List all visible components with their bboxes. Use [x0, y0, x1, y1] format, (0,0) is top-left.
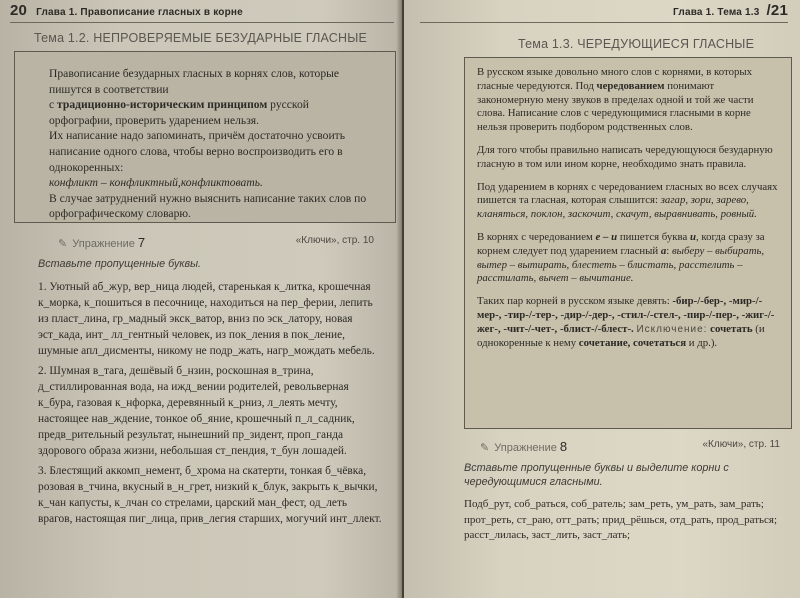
exception-end: и др.). [686, 336, 718, 349]
left-running-head [10, 0, 394, 23]
left-rule-box [14, 51, 396, 223]
rule-p4-pre: В корнях с чередованием [477, 230, 596, 243]
rule-p3-examples: загар, зори, зарево, кланяться, поклон, заскочит, скачут, выравнивать, ровный. [477, 194, 757, 221]
rule-line-4: В случае затруднений нужно выяснить написание таких слов по орфографическому словарю. [49, 191, 367, 221]
exercise-task: Вставьте пропущенные буквы и выделите корни с чередующимися гласными. [464, 462, 729, 488]
rule-line-1: Правописание безударных гласных в корнях слов, которые пишутся в соответствии [49, 67, 340, 96]
rule-p5-pre: Таких пар корней в русском языке девять: [477, 295, 673, 308]
rule-p1-pre: В русском языке довольно много слов с корнями, в которых гласные чередуются. Под [477, 66, 753, 92]
rule-p4-examples: выберу – выбирать, вытер – вытирать, блестеть – блистать, расстелить – расстилать, вычет – вычитание. [477, 244, 765, 285]
exercise-paragraph: 2. Шумная в_тага, дешёвый б_нзин, роскошная в_трина, д_стиллированная вода, на ижд_вении родителей, револьверная к_бура, газовая к_нфорка, деревянный к_рниз, л_леять мечту, настоящее нав_ждение, тонкое об_яние, крошечный п_л_садник, предв_рительный результат, нынешний пр_зидент, проп_ганда здорового образа жизни, небольшая ст_пендия, т_бун лошадей. [38, 365, 355, 457]
rule-p1-term: чередованием [596, 79, 665, 92]
right-page-number-value: 21 [770, 2, 788, 19]
rule-p3 [477, 181, 781, 222]
right-running-head-title: Глава 1. Тема 1.3 [673, 7, 760, 18]
rule-p4-colon: : [666, 244, 670, 257]
exercise-label [72, 235, 146, 250]
right-running-head [420, 0, 788, 23]
rule-example [49, 175, 375, 191]
right-page [404, 0, 800, 598]
exercise-task: Вставьте пропущенные буквы. [38, 258, 202, 270]
right-rule-box [464, 57, 792, 429]
exercise-paragraph: Подб_рут, соб_раться, соб_ратель; зам_реть, ум_рать, зам_рать; прот_реть, ст_раю, отт_рать; прид_рёшься, отд_рать, прод_раться; расст_лилась, заст_лить, заст_лать; [464, 498, 778, 542]
pencil-icon: ✎ [480, 442, 490, 454]
rule-principle: традиционно-историческим принципом [57, 98, 268, 112]
exercise-label [494, 439, 568, 454]
exercise-8-header [480, 439, 788, 455]
rule-line-2 [49, 97, 375, 128]
rule-p5 [477, 295, 781, 350]
right-page-number: /21 [766, 2, 788, 19]
rule-p4-letters: е – и [595, 230, 618, 243]
exercise-number: 7 [137, 235, 146, 250]
rule-p4-mid2: , когда сразу за корнем следует под ударением гласный [477, 230, 765, 257]
rule-line-2-pre: с [49, 98, 58, 112]
rule-p2: Для того чтобы правильно написать чередующуюся безударную гласную в том или ином корне, необходимо знать правила. [477, 143, 773, 170]
rule-line-3: Их написание надо запоминать, причём достаточно усвоить написание одного слова, чтобы верно воспроизводить его в однокоренных: [49, 129, 346, 174]
exercise-keys-ref: «Ключи», стр. 10 [295, 235, 374, 246]
exercise-paragraph: 3. Блестящий аккомп_немент, б_хрома на скатерти, тонкая б_чёвка, розовая в_тчина, вкусный в_н_грет, низкий к_блук, закрыть к_вычки, к_чан капусты, к_лчан со стрелами, царский ман_фест, од_леть врагов, настоящая пиг_лица, прив_легия старших, могучий инт_ллект. [38, 465, 382, 525]
pencil-icon: ✎ [58, 238, 68, 250]
exercise-number: 8 [559, 439, 568, 454]
exercise-8-body [464, 497, 780, 544]
left-running-head-title: Глава 1. Правописание гласных в корне [36, 7, 243, 18]
exercise-paragraph: 1. Уютный аб_жур, вер_ница людей, старенькая к_литка, крошечная к_морка, к_пошиться в песочнице, находиться на пер_ферии, лепить из пласт_лина, гр_мадный экск_ватор, вниз по эск_латору, новая эст_када, инт_ лл_гентный человек, из пок_ления в пок_ление, шумные апл_дисменты, никому не подр_жать, нагр_мождать мебель. [38, 281, 375, 357]
left-topic-title: Тема 1.2. НЕПРОВЕРЯЕМЫЕ БЕЗУДАРНЫЕ ГЛАСНЫЕ [34, 31, 368, 45]
rule-p4-mid: пишется буква [617, 230, 690, 243]
rule-p3-pre: Под ударением в корнях с чередованием гласных во всех случаях пишется та гласная, которая слышится: [477, 180, 778, 207]
rule-p1-post: понимают закономерную мену звуков в пределах одной и той же части слова. Написание слов с чередующимися гласными в корне нельзя проверить подбором родственных слов. [477, 79, 754, 134]
rule-example-text: конфликт – конфликтный,конфликтовать. [49, 176, 263, 190]
exception-word: сочетать [710, 322, 753, 335]
rule-p4-letter-i: и [689, 230, 696, 243]
rule-line-2-post: русской орфографии, проверить ударением нельзя. [49, 98, 309, 127]
exercise-7-header [58, 235, 394, 251]
left-page-number: 20 [10, 2, 28, 19]
rule-p4-letter-a: а [660, 244, 667, 257]
exception-label: Исключение: [636, 323, 708, 335]
exception-words-2: сочетание, сочетаться [578, 336, 687, 349]
right-topic-title: Тема 1.3. ЧЕРЕДУЮЩИЕСЯ ГЛАСНЫЕ [518, 37, 755, 51]
exercise-7-body [38, 279, 384, 527]
rule-p1 [477, 66, 781, 135]
rule-p4 [477, 231, 781, 286]
exercise-label-text: Упражнение [72, 238, 135, 250]
exception-mid: (и однокоренные к нему [477, 322, 765, 349]
rule-p5-roots: -бир-/-бер-, -мир-/-мер-, -тир-/-тер-, -дир-/-дер-, -стил-/-стел-, -пир-/-пер-, -жиг-/-жег-, -чит-/-чет-, -блист-/-блест-. [477, 295, 775, 335]
exercise-keys-ref: «Ключи», стр. 11 [702, 439, 780, 450]
exercise-label-text: Упражнение [494, 442, 557, 454]
